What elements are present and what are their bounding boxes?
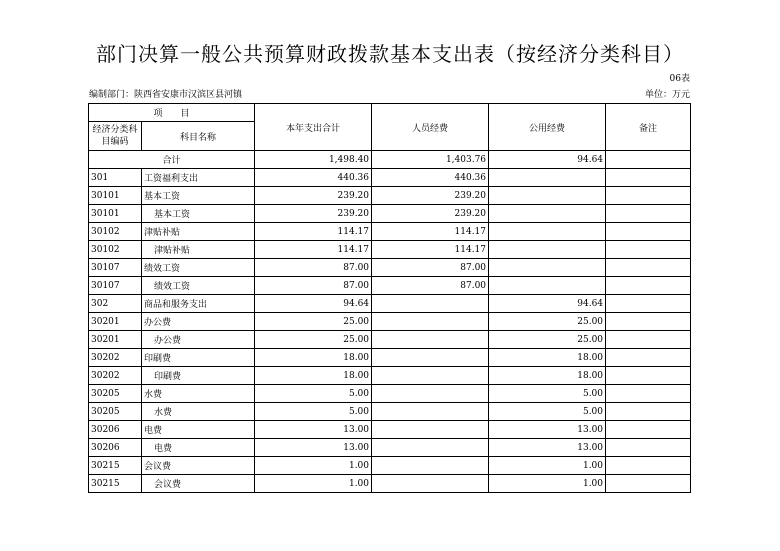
table-row: [89, 331, 691, 349]
row-name: 会议费: [142, 457, 255, 475]
table-row: [89, 313, 691, 331]
row-code: 30107: [89, 277, 142, 295]
header-item-group: 项 目: [89, 104, 255, 122]
row-code: 30215: [89, 475, 142, 493]
row-code: 30202: [89, 367, 142, 385]
row-name: 津贴补贴: [142, 223, 255, 241]
row-public: 18.00: [489, 367, 606, 385]
row-remark: [606, 259, 691, 277]
row-public: 13.00: [489, 439, 606, 457]
total-amount: 1,498.40: [255, 151, 372, 169]
row-name: 电费: [142, 421, 255, 439]
table-row: [89, 385, 691, 403]
row-code: 30206: [89, 421, 142, 439]
total-personnel: 1,403.76: [372, 151, 489, 169]
row-public: 18.00: [489, 349, 606, 367]
row-public: 25.00: [489, 331, 606, 349]
row-remark: [606, 439, 691, 457]
row-public: [489, 187, 606, 205]
row-code: 30206: [89, 439, 142, 457]
row-total: 13.00: [255, 439, 372, 457]
row-personnel: 114.17: [372, 241, 489, 259]
row-personnel: [372, 457, 489, 475]
row-remark: [606, 403, 691, 421]
table-row: [89, 439, 691, 457]
row-personnel: [372, 403, 489, 421]
row-code: 301: [89, 169, 142, 187]
table-row: [89, 169, 691, 187]
row-remark: [606, 367, 691, 385]
header-personnel: 人员经费: [372, 104, 489, 151]
row-code: 30102: [89, 223, 142, 241]
table-row: [89, 205, 691, 223]
row-total: 114.17: [255, 223, 372, 241]
row-code: 30102: [89, 241, 142, 259]
row-total: 25.00: [255, 331, 372, 349]
row-name: 基本工资: [142, 205, 255, 223]
form-number: 06表: [669, 74, 690, 84]
table-row: [89, 295, 691, 313]
row-total: 18.00: [255, 367, 372, 385]
row-name: 绩效工资: [142, 277, 255, 295]
row-personnel: [372, 331, 489, 349]
table-row: [89, 259, 691, 277]
row-remark: [606, 349, 691, 367]
row-name: 办公费: [142, 313, 255, 331]
expenditure-table: [88, 103, 691, 493]
row-personnel: [372, 421, 489, 439]
header-code: 经济分类科目编码: [89, 122, 142, 151]
row-public: [489, 169, 606, 187]
row-total: 94.64: [255, 295, 372, 313]
row-public: 5.00: [489, 403, 606, 421]
row-name: 印刷费: [142, 367, 255, 385]
row-total: 5.00: [255, 385, 372, 403]
row-total: 239.20: [255, 187, 372, 205]
row-remark: [606, 331, 691, 349]
total-label: 合计: [89, 151, 255, 169]
row-public: 1.00: [489, 457, 606, 475]
row-total: 13.00: [255, 421, 372, 439]
row-public: 5.00: [489, 385, 606, 403]
row-name: 水费: [142, 385, 255, 403]
row-code: 30201: [89, 331, 142, 349]
row-remark: [606, 313, 691, 331]
department-label: 编制部门：陕西省安康市汉滨区县河镇: [89, 90, 243, 100]
row-remark: [606, 421, 691, 439]
row-code: 30215: [89, 457, 142, 475]
row-name: 印刷费: [142, 349, 255, 367]
row-name: 水费: [142, 403, 255, 421]
table-row: [89, 241, 691, 259]
row-total: 18.00: [255, 349, 372, 367]
row-personnel: [372, 439, 489, 457]
row-personnel: [372, 367, 489, 385]
row-code: 302: [89, 295, 142, 313]
row-name: 办公费: [142, 331, 255, 349]
row-personnel: [372, 475, 489, 493]
row-public: [489, 259, 606, 277]
row-total: 5.00: [255, 403, 372, 421]
row-total: 440.36: [255, 169, 372, 187]
table-row: [89, 457, 691, 475]
row-personnel: [372, 385, 489, 403]
row-remark: [606, 205, 691, 223]
table-row: [89, 349, 691, 367]
row-total: 1.00: [255, 457, 372, 475]
row-name: 电费: [142, 439, 255, 457]
row-public: [489, 205, 606, 223]
table-row: [89, 403, 691, 421]
row-total: 239.20: [255, 205, 372, 223]
row-personnel: [372, 295, 489, 313]
row-name: 会议费: [142, 475, 255, 493]
header-remark: 备注: [606, 104, 691, 151]
total-public: 94.64: [489, 151, 606, 169]
row-remark: [606, 295, 691, 313]
row-name: 绩效工资: [142, 259, 255, 277]
row-personnel: 239.20: [372, 187, 489, 205]
row-name: 工资福利支出: [142, 169, 255, 187]
table-row: [89, 421, 691, 439]
table-row: [89, 367, 691, 385]
table-row: [89, 187, 691, 205]
row-code: 30205: [89, 403, 142, 421]
row-remark: [606, 457, 691, 475]
row-public: 1.00: [489, 475, 606, 493]
row-personnel: 87.00: [372, 259, 489, 277]
row-total: 25.00: [255, 313, 372, 331]
row-remark: [606, 223, 691, 241]
table-row: [89, 223, 691, 241]
total-row: [89, 151, 691, 169]
header-name: 科目名称: [142, 122, 255, 151]
total-remark: [606, 151, 691, 169]
row-public: 25.00: [489, 313, 606, 331]
header-total: 本年支出合计: [255, 104, 372, 151]
row-name: 基本工资: [142, 187, 255, 205]
row-total: 1.00: [255, 475, 372, 493]
page-title: 部门决算一般公共预算财政拨款基本支出表（按经济分类科目）: [96, 42, 684, 66]
row-personnel: 239.20: [372, 205, 489, 223]
header-public: 公用经费: [489, 104, 606, 151]
row-code: 30201: [89, 313, 142, 331]
row-code: 30101: [89, 205, 142, 223]
unit-label: 单位：万元: [644, 90, 690, 100]
row-personnel: [372, 313, 489, 331]
row-name: 津贴补贴: [142, 241, 255, 259]
row-total: 114.17: [255, 241, 372, 259]
row-remark: [606, 475, 691, 493]
row-total: 87.00: [255, 277, 372, 295]
row-public: [489, 241, 606, 259]
row-personnel: [372, 349, 489, 367]
row-code: 30107: [89, 259, 142, 277]
row-public: 13.00: [489, 421, 606, 439]
row-remark: [606, 241, 691, 259]
row-personnel: 87.00: [372, 277, 489, 295]
row-remark: [606, 169, 691, 187]
row-code: 30101: [89, 187, 142, 205]
row-remark: [606, 385, 691, 403]
row-personnel: 114.17: [372, 223, 489, 241]
row-public: 94.64: [489, 295, 606, 313]
table-row: [89, 277, 691, 295]
table-row: [89, 475, 691, 493]
row-public: [489, 277, 606, 295]
row-personnel: 440.36: [372, 169, 489, 187]
row-total: 87.00: [255, 259, 372, 277]
row-code: 30205: [89, 385, 142, 403]
row-name: 商品和服务支出: [142, 295, 255, 313]
row-remark: [606, 187, 691, 205]
row-remark: [606, 277, 691, 295]
row-code: 30202: [89, 349, 142, 367]
row-public: [489, 223, 606, 241]
